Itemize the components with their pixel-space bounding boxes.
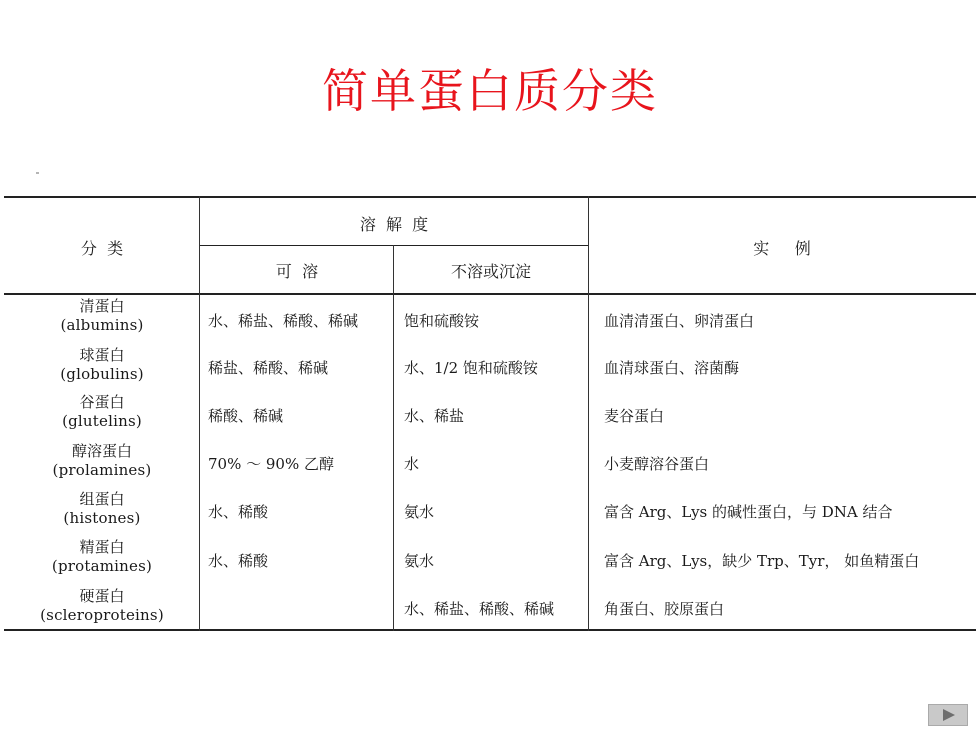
row-category [4,490,200,528]
col-divider-2 [393,245,394,631]
category-en: (glutelins) [62,412,142,430]
category-cn: 醇溶蛋白 [71,442,132,460]
category-cn: 球蛋白 [79,346,125,364]
play-triangle-icon [943,709,955,721]
header-solubility: 溶 解 度 [359,215,429,234]
row-category [4,346,200,384]
soluble-cell: 水、稀盐、稀酸、稀碱 [208,312,359,330]
insoluble-cell: 氨水 [404,552,435,570]
header-bottom-rule [4,293,976,295]
scan-speck [36,172,39,174]
insoluble-cell: 饱和硫酸铵 [404,312,480,330]
table-top-rule [4,196,976,198]
soluble-cell: 稀盐、稀酸、稀碱 [208,359,329,377]
category-cn: 谷蛋白 [79,393,125,411]
next-slide-button[interactable] [928,704,968,726]
row-category [4,538,200,576]
row-category [4,393,200,431]
slide-title: 简单蛋白质分类 [322,64,658,118]
example-cell: 小麦醇溶谷蛋白 [604,455,710,473]
category-cn: 硬蛋白 [79,587,125,605]
row-category [4,297,200,335]
category-en: (histones) [63,509,141,527]
category-cn: 清蛋白 [79,297,125,315]
category-en: (scleroproteins) [40,606,164,624]
header-example: 实 例 [753,239,811,258]
soluble-cell: 70% ～ 90% 乙醇 [208,455,334,473]
solubility-sub-rule [200,245,588,246]
insoluble-cell: 水、稀盐 [404,407,465,425]
soluble-cell: 稀酸、稀碱 [208,407,284,425]
example-cell: 富含 Arg、Lys 的碱性蛋白，与 DNA 结合 [604,503,893,521]
category-cn: 组蛋白 [79,490,125,508]
example-cell: 血清球蛋白、溶菌酶 [604,359,740,377]
row-category [4,442,200,480]
header-category: 分 类 [80,239,124,258]
category-cn: 精蛋白 [79,538,125,556]
insoluble-cell: 水、1/2 饱和硫酸铵 [404,359,538,377]
insoluble-cell: 水、稀盐、稀酸、稀碱 [404,600,555,618]
category-en: (albumins) [60,316,144,334]
category-en: (protamines) [51,557,153,575]
example-cell: 富含 Arg、Lys，缺少 Trp、Tyr， 如鱼精蛋白 [604,552,920,570]
soluble-cell: 水、稀酸 [208,503,269,521]
table-bottom-rule [4,629,976,631]
header-insoluble: 不溶或沉淀 [450,262,531,281]
soluble-cell: 水、稀酸 [208,552,269,570]
category-en: (globulins) [60,365,144,383]
example-cell: 麦谷蛋白 [604,407,665,425]
insoluble-cell: 水 [404,455,420,473]
header-soluble: 可 溶 [275,262,319,281]
col-divider-3 [588,196,589,631]
category-en: (prolamines) [52,461,152,479]
example-cell: 血清清蛋白、卵清蛋白 [604,312,755,330]
row-category [4,587,200,625]
example-cell: 角蛋白、胶原蛋白 [604,600,725,618]
insoluble-cell: 氨水 [404,503,435,521]
protein-classification-table [4,196,976,632]
